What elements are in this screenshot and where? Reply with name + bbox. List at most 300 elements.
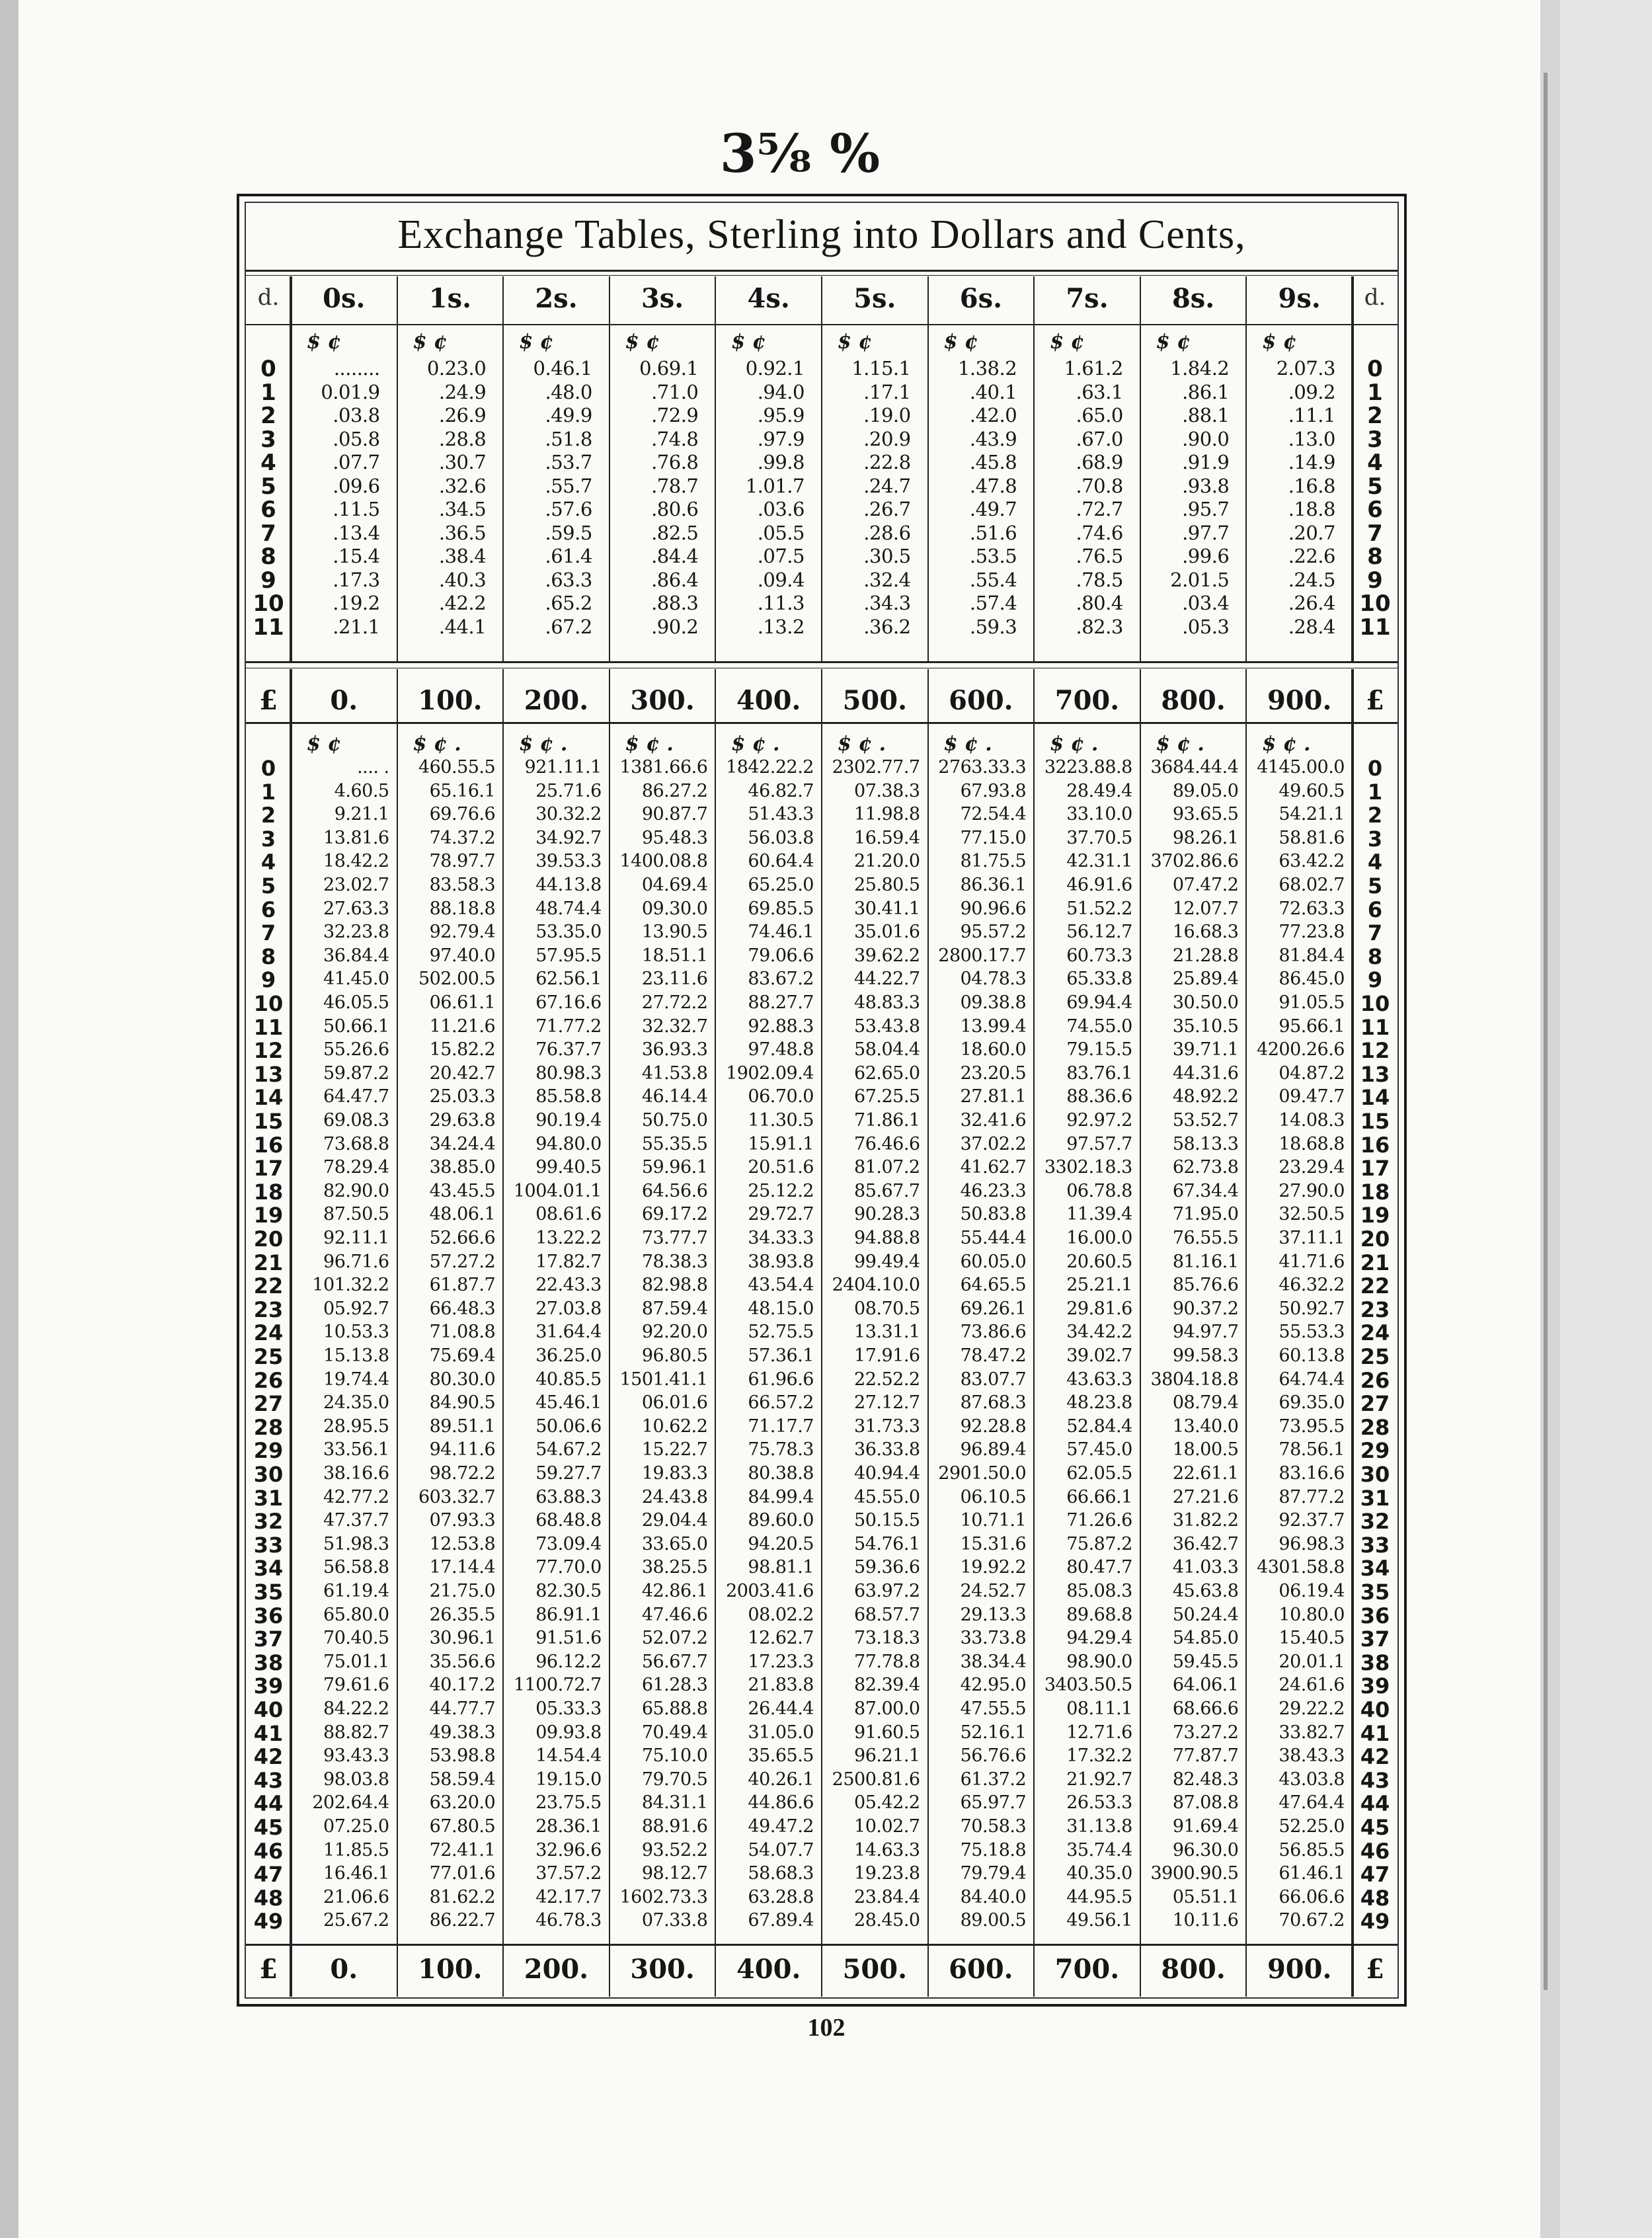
s-table-cell: .09.6	[333, 474, 380, 497]
s-table-cell: .34.3	[863, 592, 911, 614]
l-table-cell: 38.93.8	[748, 1251, 814, 1272]
l-table-cell: 73.77.7	[641, 1228, 708, 1248]
l-table-cell: 96.89.4	[960, 1439, 1027, 1460]
l-table-cell: 51.52.2	[1066, 898, 1132, 919]
l-table-cell: 77.15.0	[960, 827, 1027, 848]
l-table-cell: 57.27.2	[429, 1251, 496, 1272]
l-table-cell: 90.28.3	[854, 1204, 920, 1225]
l-row-label-left: 18	[253, 1179, 284, 1205]
s-table-cell: .55.4	[969, 568, 1017, 591]
l-table-cell: 25.80.5	[854, 875, 920, 895]
l-table-cell: 13.90.5	[641, 922, 708, 943]
s-row-label-left: 0	[260, 356, 276, 382]
l-row-label-right: 12	[1360, 1038, 1390, 1064]
l-table-cell: 20.60.5	[1066, 1251, 1132, 1272]
l-row-label-right: 49	[1360, 1909, 1390, 1935]
l-table-cell: 76.37.7	[535, 1039, 602, 1060]
l-table-cell: 53.43.8	[854, 1016, 920, 1037]
l-table-cell: 54.76.1	[854, 1533, 920, 1554]
l-table-cell: 65.80.0	[323, 1604, 389, 1625]
l-table-cell: 09.93.8	[535, 1722, 602, 1743]
s-table-cell: .19.2	[333, 592, 380, 614]
s-table-cell: .09.4	[757, 568, 805, 591]
l-table-cell: 23.02.7	[323, 875, 389, 895]
l-table-cell: 76.55.5	[1172, 1228, 1239, 1248]
l-table-cell: 46.23.3	[960, 1180, 1027, 1201]
l-table-cell: 75.69.4	[429, 1345, 496, 1366]
l-table-cell: 46.14.4	[641, 1086, 708, 1107]
l-table-cell: 72.41.1	[429, 1839, 496, 1860]
l-row-label-right: 11	[1360, 1014, 1390, 1040]
l-table-cell: 96.80.5	[641, 1345, 708, 1366]
page-number: 102	[807, 2014, 846, 2042]
s-table-cell: .36.5	[438, 521, 487, 544]
s-row-label-left: 2	[260, 403, 276, 429]
s-table-cell: .07.5	[757, 545, 805, 567]
l-table-cell: 52.07.2	[641, 1628, 708, 1649]
s-table-cell: ........	[333, 357, 380, 380]
s-table-cell: .57.6	[545, 498, 592, 520]
l-table-cell: 3223.88.8	[1044, 757, 1132, 778]
l-row-label-right: 36	[1360, 1603, 1390, 1628]
l-table-cell: 16.00.0	[1066, 1228, 1132, 1248]
s-table-cell: .86.4	[651, 568, 699, 591]
s-table-cell: .14.9	[1288, 451, 1335, 473]
l-row-label-right: 28	[1360, 1414, 1390, 1440]
l-table-cell: 86.45.0	[1278, 969, 1345, 990]
s-table-cell: .22.8	[863, 451, 911, 473]
l-table-cell: 58.68.3	[748, 1863, 814, 1884]
l-table-cell: 57.45.0	[1066, 1439, 1132, 1460]
s-table-cell: .32.6	[438, 474, 487, 497]
l-table-cell: 62.56.1	[535, 969, 602, 990]
l-table-cell: 29.72.7	[748, 1204, 814, 1225]
l-table-cell: 25.71.6	[535, 780, 602, 801]
l-table-cell: 69.76.6	[429, 804, 496, 825]
s-table-cell: .03.6	[757, 498, 805, 520]
l-table-cell: 3403.50.5	[1044, 1675, 1132, 1696]
l-table-cell: 460.55.5	[418, 757, 496, 778]
l-table-cell: 46.91.6	[1066, 875, 1132, 895]
s-table-cell: .51.6	[969, 521, 1017, 544]
s-column-header: 2s.	[535, 283, 578, 314]
l-table-cell: 19.83.3	[641, 1463, 708, 1484]
l-table-cell: 88.36.6	[1066, 1086, 1132, 1107]
l-table-cell: 32.23.8	[323, 922, 389, 943]
s-table-cell: .34.5	[438, 498, 487, 520]
l-table-cell: 43.45.5	[429, 1180, 496, 1201]
s-table-cell: .84.4	[651, 545, 699, 567]
l-table-cell: 87.77.2	[1278, 1486, 1345, 1507]
l-table-cell: 20.51.6	[748, 1157, 814, 1178]
s-unit-label: $ ¢	[307, 331, 342, 354]
s-table-cell: .47.8	[969, 474, 1017, 497]
l-row-label-left: 26	[253, 1367, 284, 1393]
l-table-cell: 81.16.1	[1172, 1251, 1239, 1272]
l-table-cell: 25.21.1	[1066, 1275, 1132, 1296]
l-table-cell: 91.51.6	[535, 1628, 602, 1649]
l-table-cell: 3684.44.4	[1150, 757, 1239, 778]
l-row-label-left: 33	[253, 1532, 284, 1558]
l-row-label-left: 46	[253, 1838, 284, 1864]
l-table-cell: 64.65.5	[960, 1275, 1027, 1296]
l-row-label-right: 23	[1360, 1297, 1390, 1322]
l-table-cell: 18.42.2	[323, 851, 389, 872]
l-table-cell: 51.43.3	[748, 804, 814, 825]
l-table-cell: 18.68.8	[1278, 1133, 1345, 1154]
l-table-cell: 92.37.7	[1278, 1510, 1345, 1531]
l-table-cell: 37.11.1	[1278, 1228, 1345, 1248]
l-table-cell: 55.26.6	[323, 1039, 389, 1060]
l-column-footer: 0.	[330, 1954, 358, 1985]
l-table-cell: 60.73.3	[1066, 945, 1132, 966]
l-table-cell: 99.40.5	[535, 1157, 602, 1178]
l-table-cell: 28.95.5	[323, 1416, 389, 1437]
s-table-cell: .13.2	[757, 615, 805, 638]
s-corner-left: d.	[257, 284, 280, 311]
l-table-cell: 30.32.2	[535, 804, 602, 825]
l-row-label-left: 1	[260, 779, 276, 805]
l-table-cell: 21.06.6	[323, 1886, 389, 1907]
l-table-cell: 83.07.7	[960, 1369, 1027, 1390]
l-table-cell: 05.51.1	[1172, 1886, 1239, 1907]
s-table-cell: .86.1	[1182, 380, 1230, 403]
l-table-cell: 40.26.1	[748, 1769, 814, 1790]
s-table-cell: .22.6	[1288, 545, 1335, 567]
l-table-cell: 2302.77.7	[832, 757, 920, 778]
l-table-cell: 65.16.1	[429, 780, 496, 801]
l-row-label-left: 27	[253, 1391, 284, 1417]
l-table-cell: 4.60.5	[334, 780, 389, 801]
s-table-cell: .30.7	[438, 451, 487, 473]
l-row-label-left: 36	[253, 1603, 284, 1628]
s-table-cell: .24.9	[438, 380, 487, 403]
l-table-cell: 71.86.1	[854, 1110, 920, 1131]
l-table-cell: 98.26.1	[1172, 827, 1239, 848]
l-table-cell: 24.61.6	[1278, 1675, 1345, 1696]
l-row-label-right: 14	[1360, 1085, 1390, 1111]
s-row-label-right: 5	[1367, 473, 1383, 500]
l-row-label-right: 21	[1360, 1250, 1390, 1275]
l-table-cell: 07.25.0	[323, 1816, 389, 1837]
l-table-cell: 78.47.2	[960, 1345, 1027, 1366]
l-table-cell: 1400.08.8	[619, 851, 708, 872]
l-table-cell: 09.47.7	[1278, 1086, 1345, 1107]
l-table-cell: 15.22.7	[641, 1439, 708, 1460]
l-table-cell: 95.57.2	[960, 922, 1027, 943]
l-row-label-right: 22	[1360, 1273, 1390, 1299]
l-table-cell: 27.72.2	[641, 992, 708, 1013]
s-table-cell: .32.4	[863, 568, 911, 591]
l-table-cell: 603.32.7	[418, 1486, 496, 1507]
l-table-cell: 42.95.0	[960, 1675, 1027, 1696]
rate-heading: 3⅝ %	[719, 122, 881, 184]
l-table-cell: 13.40.0	[1172, 1416, 1239, 1437]
s-row-label-right: 10	[1359, 590, 1391, 617]
l-table-cell: 98.90.0	[1066, 1651, 1132, 1672]
l-table-cell: 81.84.4	[1278, 945, 1345, 966]
l-table-cell: 69.26.1	[960, 1298, 1027, 1319]
l-table-cell: 50.15.5	[854, 1510, 920, 1531]
l-table-cell: 30.96.1	[429, 1628, 496, 1649]
s-table-cell: .49.9	[545, 404, 592, 426]
l-row-label-left: 31	[253, 1485, 284, 1511]
l-table-cell: 43.54.4	[748, 1275, 814, 1296]
l-row-label-left: 42	[253, 1744, 284, 1770]
l-table-cell: 33.10.0	[1066, 804, 1132, 825]
l-table-cell: 37.02.2	[960, 1133, 1027, 1154]
l-row-label-right: 4	[1367, 850, 1383, 875]
s-table-cell: .90.2	[651, 615, 699, 638]
l-table-cell: 90.96.6	[960, 898, 1027, 919]
l-table-cell: 60.13.8	[1278, 1345, 1345, 1366]
l-table-cell: 72.63.3	[1278, 898, 1345, 919]
s-table-cell: .63.3	[545, 568, 592, 591]
l-table-cell: 98.12.7	[641, 1863, 708, 1884]
l-row-label-right: 1	[1367, 779, 1383, 805]
l-table-cell: 46.78.3	[535, 1910, 602, 1931]
l-table-cell: 75.18.8	[960, 1839, 1027, 1860]
l-table-cell: 73.18.3	[854, 1628, 920, 1649]
l-row-label-left: 4	[260, 850, 276, 875]
l-table-cell: 63.42.2	[1278, 851, 1345, 872]
s-row-label-left: 9	[260, 567, 276, 594]
l-table-cell: 202.64.4	[312, 1792, 389, 1814]
l-row-label-right: 32	[1360, 1509, 1390, 1535]
l-table-cell: 21.28.8	[1172, 945, 1239, 966]
l-table-cell: 35.01.6	[854, 922, 920, 943]
l-row-label-left: 22	[253, 1273, 284, 1299]
s-table-cell: .38.4	[438, 545, 487, 567]
l-table-cell: 44.86.6	[748, 1792, 814, 1814]
l-row-label-left: 34	[253, 1556, 284, 1581]
s-column-header: 1s.	[428, 283, 472, 314]
s-table-cell: .13.0	[1288, 427, 1335, 450]
l-table-cell: 84.31.1	[641, 1792, 708, 1814]
l-table-cell: 2500.81.6	[832, 1769, 920, 1790]
s-column-header: 9s.	[1278, 283, 1321, 314]
s-table-cell: .93.8	[1182, 474, 1230, 497]
l-table-cell: 19.74.4	[323, 1369, 389, 1390]
l-table-cell: 67.89.4	[748, 1910, 814, 1931]
l-table-cell: 78.38.3	[641, 1251, 708, 1272]
s-row-label-left: 5	[260, 473, 276, 500]
s-table-cell: .74.6	[1076, 521, 1123, 544]
l-table-cell: 28.49.4	[1066, 780, 1132, 801]
l-table-cell: 22.61.1	[1172, 1463, 1239, 1484]
s-column-header: 6s.	[959, 283, 1003, 314]
l-table-cell: 69.17.2	[641, 1204, 708, 1225]
l-table-cell: 93.52.2	[641, 1839, 708, 1860]
l-table-cell: 06.10.5	[960, 1486, 1027, 1507]
l-table-cell: 65.88.8	[641, 1698, 708, 1719]
s-table-cell: 1.61.2	[1064, 357, 1123, 380]
s-row-label-right: 8	[1367, 543, 1383, 570]
l-table-cell: 53.98.8	[429, 1745, 496, 1767]
l-table-cell: 36.25.0	[535, 1345, 602, 1366]
l-table-cell: 85.08.3	[1066, 1581, 1132, 1601]
s-table-cell: .80.4	[1076, 592, 1123, 614]
l-table-cell: 38.43.3	[1278, 1745, 1345, 1767]
l-table-cell: 20.42.7	[429, 1062, 496, 1084]
l-table-cell: 25.03.3	[429, 1086, 496, 1107]
l-table-cell: 71.95.0	[1172, 1204, 1239, 1225]
l-row-label-left: 29	[253, 1438, 284, 1464]
s-table-cell: .18.8	[1288, 498, 1335, 520]
s-table-cell: .97.9	[757, 427, 805, 450]
s-table-cell: .45.8	[969, 451, 1017, 473]
l-table-cell: 49.60.5	[1278, 780, 1345, 801]
l-table-cell: 73.95.5	[1278, 1416, 1345, 1437]
l-table-cell: 44.22.7	[854, 969, 920, 990]
l-table-cell: 43.63.3	[1066, 1369, 1132, 1390]
s-table-cell: 1.84.2	[1170, 357, 1230, 380]
s-table-cell: .28.4	[1288, 615, 1335, 638]
l-table-cell: 82.90.0	[323, 1180, 389, 1201]
l-table-cell: 41.03.3	[1172, 1557, 1239, 1578]
l-table-cell: 54.85.0	[1172, 1628, 1239, 1649]
s-row-label-right: 9	[1367, 567, 1383, 594]
l-table-cell: 4301.58.8	[1257, 1557, 1345, 1578]
l-table-cell: 25.12.2	[748, 1180, 814, 1201]
s-table-cell: 1.01.7	[745, 474, 805, 497]
l-row-label-left: 37	[253, 1626, 284, 1652]
l-table-cell: 41.62.7	[960, 1157, 1027, 1178]
l-table-cell: 34.33.3	[748, 1228, 814, 1248]
l-column-footer: 900.	[1267, 1954, 1332, 1985]
l-table-cell: 20.01.1	[1278, 1651, 1345, 1672]
s-table-cell: .07.7	[333, 451, 380, 473]
l-table-cell: 30.41.1	[854, 898, 920, 919]
l-table-cell: 77.01.6	[429, 1863, 496, 1884]
l-row-label-right: 37	[1360, 1626, 1390, 1652]
s-row-label-left: 4	[260, 450, 276, 476]
s-table-cell: .30.5	[863, 545, 911, 567]
s-unit-label: $ ¢	[943, 331, 978, 354]
l-table-cell: 16.59.4	[854, 827, 920, 848]
l-table-cell: 39.71.1	[1172, 1039, 1239, 1060]
l-table-cell: 79.15.5	[1066, 1039, 1132, 1060]
l-table-cell: 78.97.7	[429, 851, 496, 872]
l-table-cell: 08.70.5	[854, 1298, 920, 1319]
l-table-cell: 83.76.1	[1066, 1062, 1132, 1084]
s-table-cell: .03.8	[333, 404, 380, 426]
l-table-cell: 89.00.5	[960, 1910, 1027, 1931]
l-table-cell: 49.56.1	[1066, 1910, 1132, 1931]
l-row-label-left: 14	[253, 1085, 284, 1111]
s-table-cell: .80.6	[651, 498, 699, 520]
l-table-cell: 90.37.2	[1172, 1298, 1239, 1319]
l-table-cell: 62.65.0	[854, 1062, 920, 1084]
l-table-cell: 61.37.2	[960, 1769, 1027, 1790]
l-table-cell: 17.32.2	[1066, 1745, 1132, 1767]
l-table-cell: 38.34.4	[960, 1651, 1027, 1672]
l-row-label-left: 16	[253, 1132, 284, 1158]
l-table-cell: 18.60.0	[960, 1039, 1027, 1060]
l-table-cell: 79.79.4	[960, 1863, 1027, 1884]
l-table-cell: 61.87.7	[429, 1275, 496, 1296]
l-table-cell: 58.04.4	[854, 1039, 920, 1060]
l-table-cell: 12.71.6	[1066, 1722, 1132, 1743]
s-table-cell: .15.4	[333, 545, 380, 567]
l-table-cell: 10.71.1	[960, 1510, 1027, 1531]
l-row-label-right: 40	[1360, 1697, 1390, 1722]
l-table-cell: 27.90.0	[1278, 1180, 1345, 1201]
l-table-cell: 53.52.7	[1172, 1110, 1239, 1131]
l-table-cell: 37.57.2	[535, 1863, 602, 1884]
l-table-cell: 75.87.2	[1066, 1533, 1132, 1554]
l-table-cell: 19.23.8	[854, 1863, 920, 1884]
l-row-label-left: 28	[253, 1414, 284, 1440]
l-table-cell: 43.03.8	[1278, 1769, 1345, 1790]
l-table-cell: 53.35.0	[535, 922, 602, 943]
s-unit-label: $ ¢	[1262, 331, 1297, 354]
l-table-cell: 28.45.0	[854, 1910, 920, 1931]
l-table-cell: 77.23.8	[1278, 922, 1345, 943]
s-table-cell: .51.8	[545, 427, 592, 450]
s-table-cell: .99.8	[757, 451, 805, 473]
l-table-cell: 13.22.2	[535, 1228, 602, 1248]
l-table-cell: 32.32.7	[641, 1016, 708, 1037]
l-row-label-left: 20	[253, 1226, 284, 1252]
l-row-label-left: 35	[253, 1579, 284, 1605]
l-table-cell: 92.79.4	[429, 922, 496, 943]
l-table-cell: 34.24.4	[429, 1133, 496, 1154]
l-table-cell: 25.89.4	[1172, 969, 1239, 990]
l-table-cell: 52.25.0	[1278, 1816, 1345, 1837]
s-unit-label: $ ¢	[1050, 331, 1085, 354]
l-table-cell: 29.13.3	[960, 1604, 1027, 1625]
l-table-cell: 2404.10.0	[832, 1275, 920, 1296]
l-row-label-left: 32	[253, 1509, 284, 1535]
l-table-cell: 64.74.4	[1278, 1369, 1345, 1390]
l-table-cell: 94.29.4	[1066, 1628, 1132, 1649]
l-row-label-right: 0	[1367, 756, 1383, 781]
s-table-cell: .74.8	[651, 427, 699, 450]
l-table-cell: 94.97.7	[1172, 1322, 1239, 1343]
l-table-cell: 80.30.0	[429, 1369, 496, 1390]
l-row-label-left: 17	[253, 1156, 284, 1181]
l-table-cell: 06.19.4	[1278, 1581, 1345, 1601]
l-row-label-right: 5	[1367, 873, 1383, 899]
l-table-cell: 07.38.3	[854, 780, 920, 801]
s-table-cell: .43.9	[969, 427, 1017, 450]
l-column-header: 800.	[1161, 685, 1226, 716]
s-bottom-rule	[246, 661, 1397, 663]
l-table-cell: 15.13.8	[323, 1345, 389, 1366]
s-unit-label: $ ¢	[731, 331, 766, 354]
l-table-cell: 92.88.3	[748, 1016, 814, 1037]
l-table-cell: 61.46.1	[1278, 1863, 1345, 1884]
l-table-cell: 90.87.7	[641, 804, 708, 825]
s-table-cell: .17.1	[863, 380, 911, 403]
l-table-cell: 06.01.6	[641, 1392, 708, 1414]
l-table-cell: 82.39.4	[854, 1675, 920, 1696]
l-table-cell: 65.25.0	[748, 875, 814, 895]
l-table-cell: 69.35.0	[1278, 1392, 1345, 1414]
s-table-cell: .20.7	[1288, 521, 1335, 544]
l-table-cell: 56.03.8	[748, 827, 814, 848]
l-table-cell: 33.56.1	[323, 1439, 389, 1460]
s-column-header: 7s.	[1066, 283, 1109, 314]
l-table-cell: 86.27.2	[641, 780, 708, 801]
s-table-cell: .53.7	[545, 451, 592, 473]
l-table-cell: 89.05.0	[1172, 780, 1239, 801]
l-table-cell: 23.11.6	[641, 969, 708, 990]
l-row-label-right: 8	[1367, 943, 1383, 969]
l-table-cell: 56.58.8	[323, 1557, 389, 1578]
l-table-cell: 55.35.5	[641, 1133, 708, 1154]
